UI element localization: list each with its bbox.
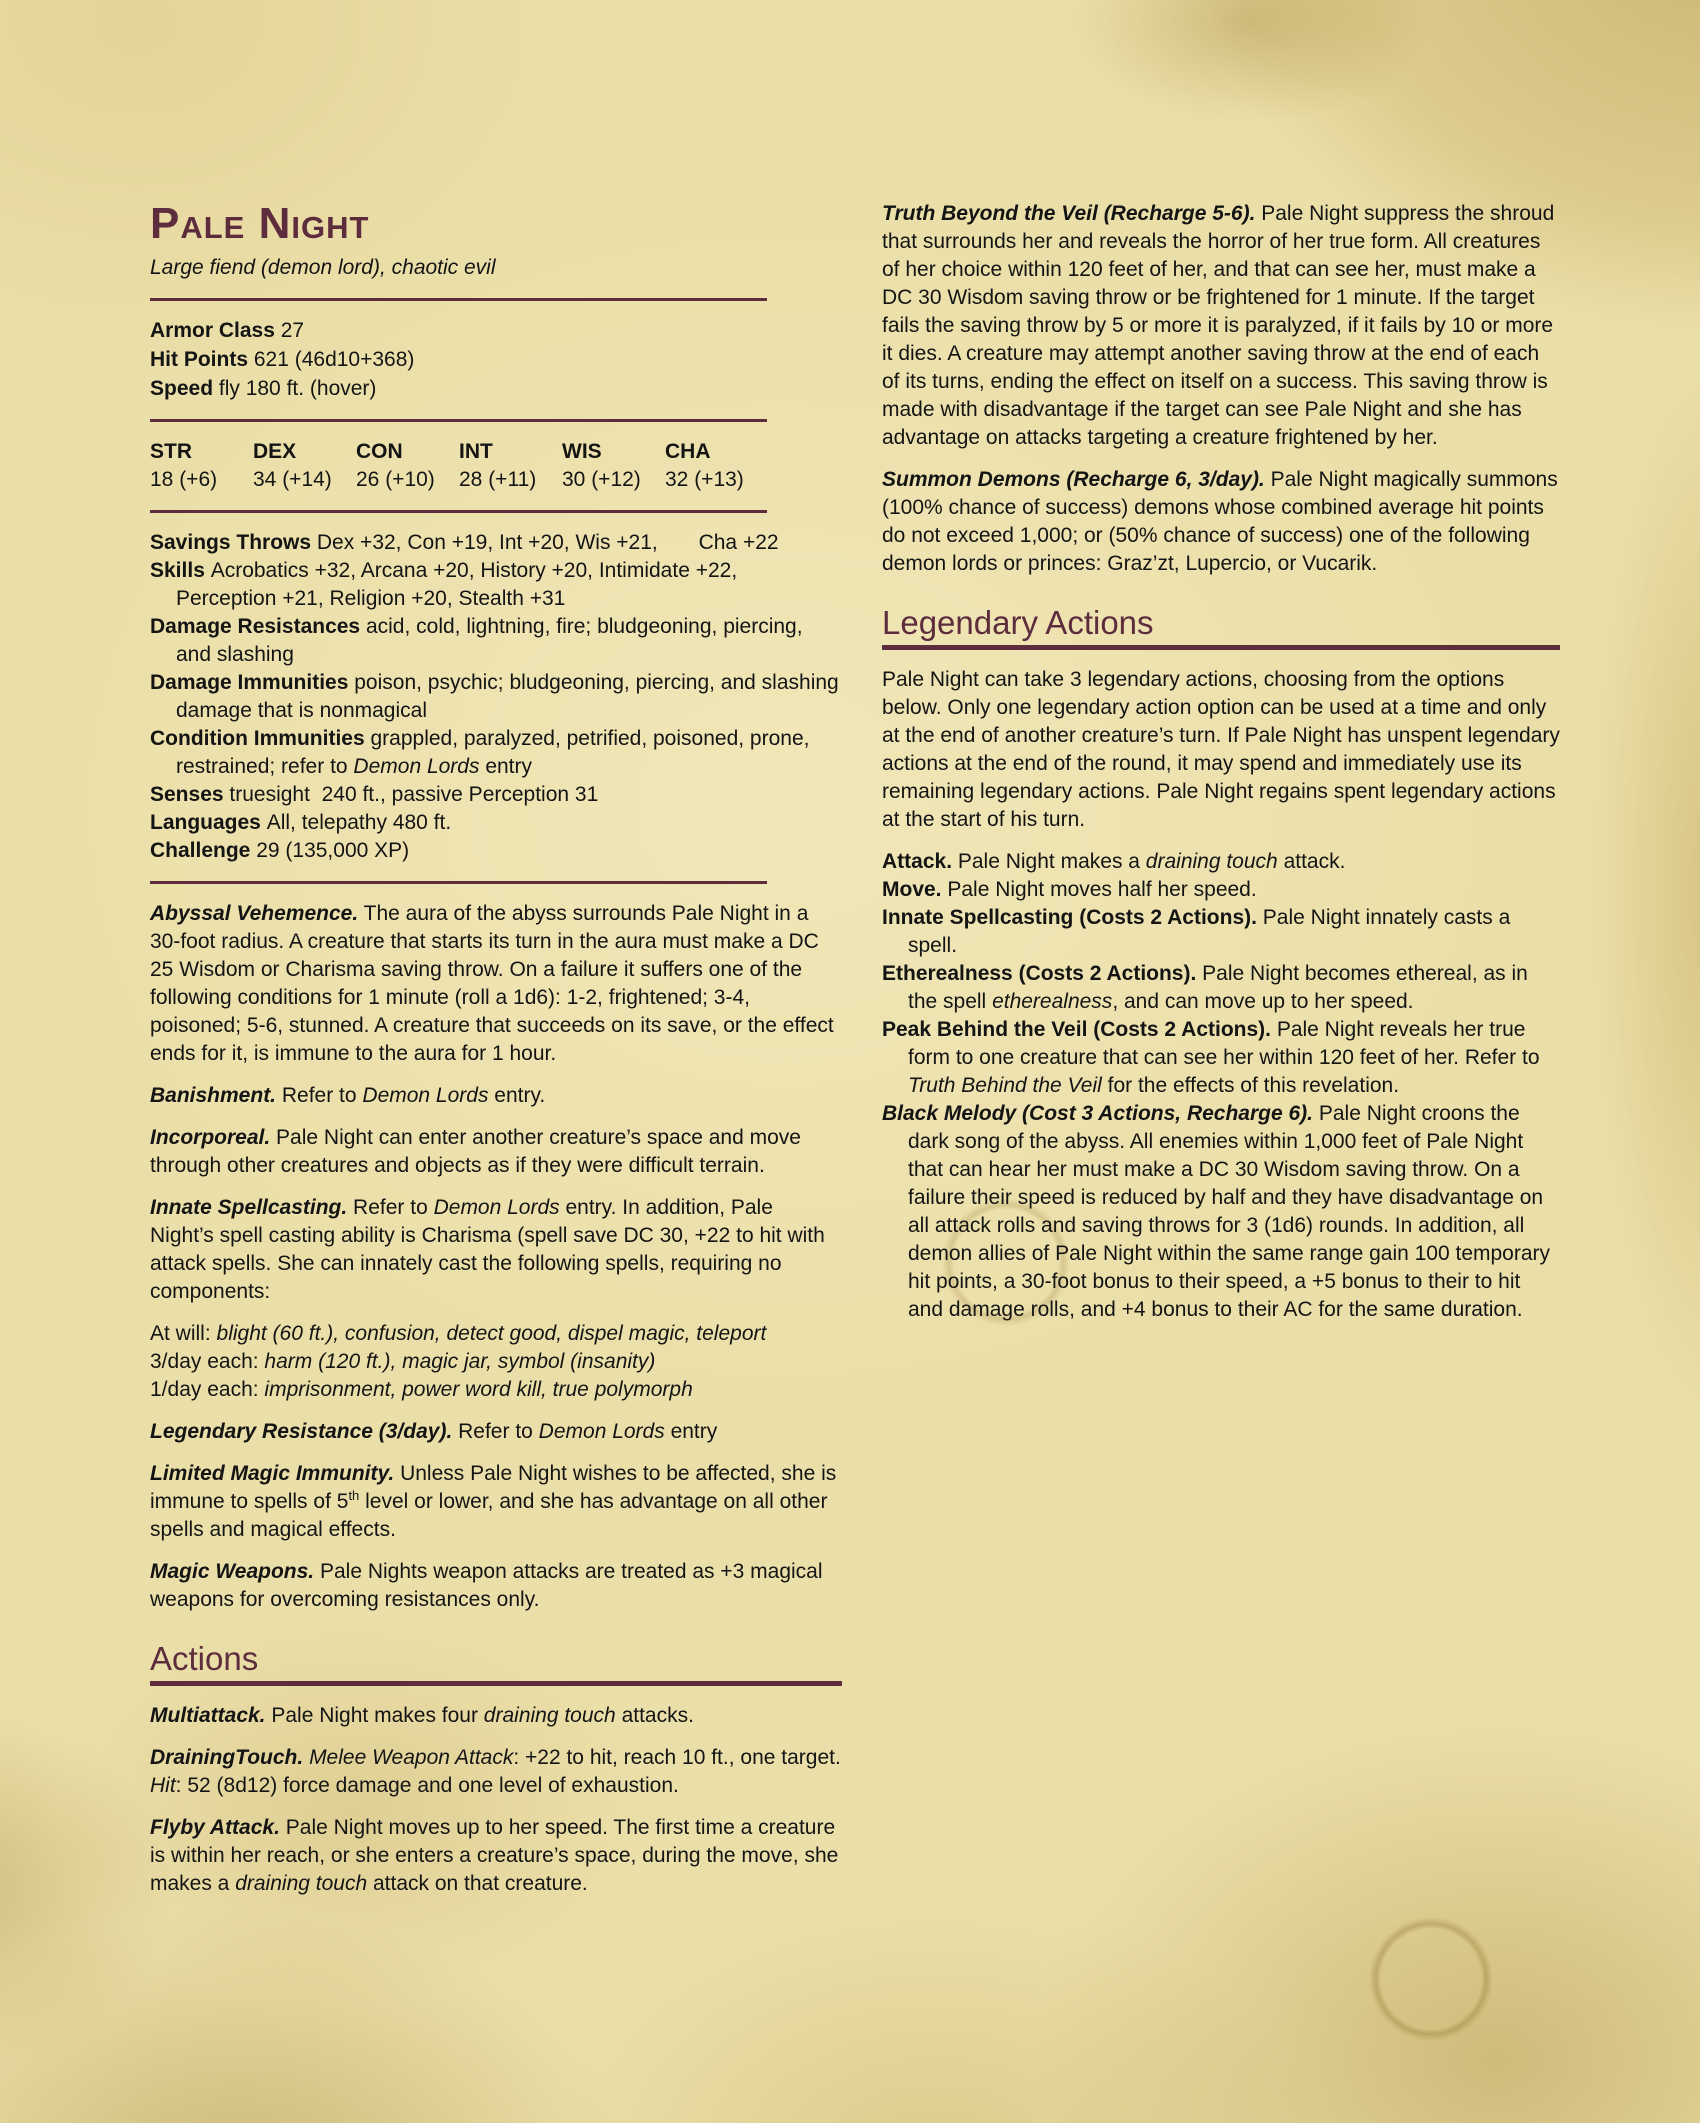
trait-incorporeal: Incorporeal. Pale Night can enter another creature’s space and move through other creatures and objects as if they were difficult terrain.: [150, 1126, 801, 1177]
senses-line: Senses truesight 240 ft., passive Perception 31: [150, 783, 599, 806]
ability-int-header: INT: [459, 440, 493, 463]
trait-truth-beyond-the-veil: Truth Beyond the Veil (Recharge 5-6). Pale Night suppress the shroud that surrounds her and reveals the horror of her true form. All creatures of her choice within 120 feet of her, and that can see her, must make a DC 30 Wisdom saving throw or be frightened for 1 minute. If the target fails the saving throw by 5 or more it is paralyzed, if it fails by 10 or more it dies. A creature may attempt another saving throw at the end of each of its turns, ending the effect on itself on a success. This saving throw is made with disadvantage if the target can see Pale Night and she has advantage on attacks targeting a creature frightened by her.: [882, 202, 1555, 449]
legendary-actions-intro: Pale Night can take 3 legendary actions, choosing from the options below. Only one legendary action option can be used at a time and only at the end of another creature’s turn. If Pale Night has unspent legendary actions at the end of the round, it may spend and immediately use its remaining legendary actions. Pale Night regains spent legendary actions at the start of his turn.: [882, 668, 1560, 831]
spells-1-day: 1/day each: imprisonment, power word kill, true polymorph: [150, 1378, 693, 1401]
ability-dex: [253, 438, 356, 494]
ability-cha-header: CHA: [665, 440, 711, 463]
action-multiattack: Multiattack. Pale Night makes four draining touch attacks.: [150, 1704, 694, 1727]
spells-3-day: 3/day each: harm (120 ft.), magic jar, symbol (insanity): [150, 1350, 656, 1373]
ability-dex-value: 34 (+14): [253, 468, 332, 491]
divider-rule: [150, 881, 767, 884]
ability-cha-value: 32 (+13): [665, 468, 744, 491]
left-column: [150, 200, 842, 1898]
trait-summon-demons: Summon Demons (Recharge 6, 3/day). Pale Night magically summons (100% chance of success) demons whose combined average hit points do not exceed 1,000; or (50% chance of success) one of the following demon lords or princes: Graz’zt, Lupercio, or Vucarik.: [882, 468, 1558, 575]
hit-points-line: Hit Points 621 (46d10+368): [150, 348, 415, 371]
trait-limited-magic-immunity: Limited Magic Immunity. Unless Pale Night wishes to be affected, she is immune to spells of 5th level or lower, and she has advantage on all other spells and magical effects.: [150, 1462, 837, 1541]
ability-int-value: 28 (+11): [459, 468, 537, 491]
right-column: [882, 200, 1560, 1324]
spell-list: [150, 1320, 842, 1404]
action-draining-touch: DrainingTouch. Melee Weapon Attack: +22 to hit, reach 10 ft., one target. Hit: 52 (8d12) force damage and one level of exhaustion.: [150, 1746, 841, 1797]
trait-abyssal-vehemence: Abyssal Vehemence. The aura of the abyss surrounds Pale Night in a 30-foot radius. A creature that starts its turn in the aura must make a DC 25 Wisdom or Charisma saving throw. On a failure it suffers one of the following conditions for 1 minute (roll a 1d6): 1-2, frightened; 3-4, poisoned; 5-6, stunned. A creature that succeeds on its save, or the effect ends for it, is immune to the aura for 1 hour.: [150, 902, 834, 1065]
languages-line: Languages All, telepathy 480 ft.: [150, 811, 452, 834]
legendary-actions-heading: Legendary Actions: [882, 604, 1560, 650]
armor-class-line: Armor Class 27: [150, 319, 305, 342]
trait-innate-spellcasting: Innate Spellcasting. Refer to Demon Lords entry. In addition, Pale Night’s spell casting ability is Charisma (spell save DC 30, +22 to hit with attack spells. She can innately cast the following spells, requiring no components:: [150, 1196, 825, 1303]
page-title: Pale Night: [150, 199, 370, 248]
ability-str: [150, 438, 253, 494]
divider-rule: [150, 510, 767, 513]
divider-rule: [150, 298, 767, 301]
divider-rule: [150, 419, 767, 422]
ability-wis: [562, 438, 665, 494]
damage-immunities-line: Damage Immunities poison, psychic; bludgeoning, piercing, and slashing damage that is nonmagical: [150, 671, 839, 722]
ability-wis-header: WIS: [562, 440, 602, 463]
spells-at-will: At will: blight (60 ft.), confusion, detect good, dispel magic, teleport: [150, 1322, 767, 1345]
legendary-actions-list: [882, 848, 1560, 1324]
legendary-move: Move. Pale Night moves half her speed.: [882, 878, 1257, 901]
legendary-innate-spellcasting: Innate Spellcasting (Costs 2 Actions). Pale Night innately casts a spell.: [882, 906, 1511, 957]
challenge-line: Challenge 29 (135,000 XP): [150, 839, 410, 862]
skills-line: Skills Acrobatics +32, Arcana +20, History +20, Intimidate +22, Perception +21, Religion +20, Stealth +31: [150, 559, 738, 610]
ability-con: [356, 438, 459, 494]
trait-magic-weapons: Magic Weapons. Pale Nights weapon attacks are treated as +3 magical weapons for overcoming resistances only.: [150, 1560, 823, 1611]
legendary-attack: Attack. Pale Night makes a draining touch attack.: [882, 850, 1346, 873]
ability-con-value: 26 (+10): [356, 468, 435, 491]
actions-heading: Actions: [150, 1640, 842, 1686]
ability-scores-table: [150, 438, 780, 494]
ability-str-header: STR: [150, 440, 192, 463]
trait-legendary-resistance: Legendary Resistance (3/day). Refer to Demon Lords entry: [150, 1420, 718, 1443]
speed-line: Speed fly 180 ft. (hover): [150, 377, 377, 400]
ability-wis-value: 30 (+12): [562, 468, 641, 491]
ability-cha: [665, 438, 768, 494]
ability-str-value: 18 (+6): [150, 468, 218, 491]
action-flyby-attack: Flyby Attack. Pale Night moves up to her speed. The first time a creature is within her reach, or she enters a creature’s space, during the move, she makes a draining touch attack on that creature.: [150, 1816, 839, 1895]
legendary-etherealness: Etherealness (Costs 2 Actions). Pale Night becomes ethereal, as in the spell etherealness, and can move up to her speed.: [882, 962, 1528, 1013]
saving-throws-line: Savings Throws Dex +32, Con +19, Int +20, Wis +21, Cha +22: [150, 531, 779, 554]
ability-dex-header: DEX: [253, 440, 297, 463]
legendary-black-melody: Black Melody (Cost 3 Actions, Recharge 6). Pale Night croons the dark song of the abyss. All enemies within 1,000 feet of Pale Night that can hear her must make a DC 30 Wisdom saving throw. On a failure their speed is reduced by half and they have disadvantage on all attack rolls and saving throws for 3 (1d6) rounds. In addition, all demon allies of Pale Night within the same range gain 100 temporary hit points, a 30-foot bonus to their speed, a +5 bonus to their to hit and damage rolls, and +4 bonus to their AC for the same duration.: [882, 1102, 1551, 1321]
creature-type-subtitle: Large fiend (demon lord), chaotic evil: [150, 256, 496, 279]
legendary-peak-behind-the-veil: Peak Behind the Veil (Costs 2 Actions). Pale Night reveals her true form to one creature that can see her within 120 feet of her. Refer to Truth Behind the Veil for the effects of this revelation.: [882, 1018, 1540, 1097]
damage-resistances-line: Damage Resistances acid, cold, lightning, fire; bludgeoning, piercing, and slashing: [150, 615, 803, 666]
ability-int: [459, 438, 562, 494]
ability-con-header: CON: [356, 440, 403, 463]
condition-immunities-line: Condition Immunities grappled, paralyzed, petrified, poisoned, prone, restrained; refer to Demon Lords entry: [150, 727, 810, 778]
trait-banishment: Banishment. Refer to Demon Lords entry.: [150, 1084, 546, 1107]
